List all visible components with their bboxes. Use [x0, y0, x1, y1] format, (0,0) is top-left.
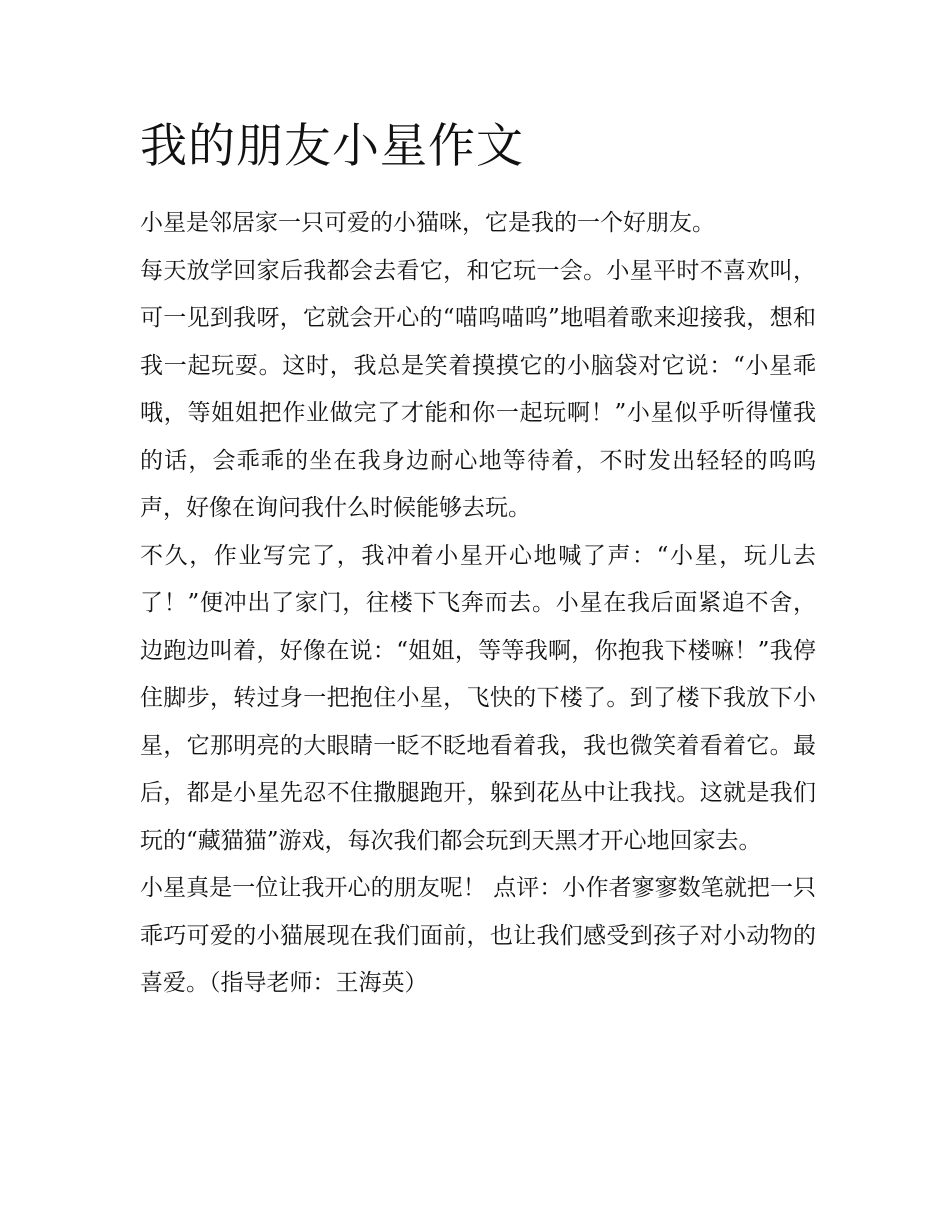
- page-title: 我的朋友小星作文: [140, 119, 524, 174]
- paragraph-conclusion-comment: 小星真是一位让我开心的朋友呢！ 点评：小作者寥寥数笔就把一只乖巧可爱的小猫展现在我们面前，也让我们感受到孩子对小动物的喜爱。（指导老师：王海英）: [140, 875, 816, 996]
- paragraph-after-school: 每天放学回家后我都会去看它，和它玩一会。小星平时不喜欢叫，可一见到我呀，它就会开心的“喵呜喵呜”地唱着歌来迎接我，想和我一起玩耍。这时，我总是笑着摸摸它的小脑袋对它说：“小星乖哦，等姐姐把作业做完了才能和你一起玩啊！”小星似乎听得懂我的话，会乖乖的坐在我身边耐心地等待着，不时发出轻轻的呜呜声，好像在询问我什么时候能够去玩。: [140, 257, 816, 521]
- paragraph-intro: 小星是邻居家一只可爱的小猫咪，它是我的一个好朋友。: [140, 210, 715, 236]
- article-body: [140, 200, 816, 1008]
- paragraph-play-downstairs: 不久，作业写完了，我冲着小星开心地喊了声：“小星，玩儿去了！”便冲出了家门，往楼下飞奔而去。小星在我后面紧追不舍，边跑边叫着，好像在说：“姐姐，等等我啊，你抱我下楼嘛！”我停住脚步，转过身一把抱住小星，飞快的下楼了。到了楼下我放下小星，它那明亮的大眼睛一眨不眨地看着我，我也微笑着看着它。最后，都是小星先忍不住撒腿跑开，躲到花丛中让我找。这就是我们玩的“藏猫猫”游戏，每次我们都会玩到天黑才开心地回家去。: [140, 542, 816, 854]
